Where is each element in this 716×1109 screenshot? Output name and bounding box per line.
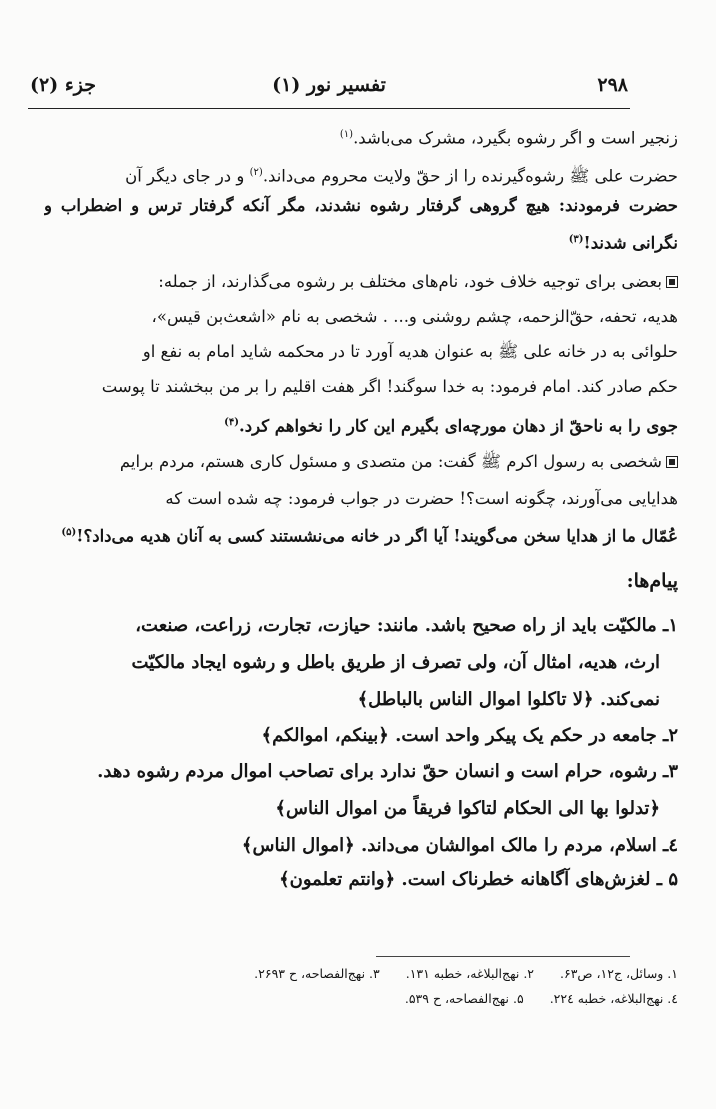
footnote: ۵. نهج‌الفصاحه، ح ۵۳۹. [404,991,524,1006]
message-item: ۵ ـ لغزش‌های آگاهانه خطرناک است. ﴿وانتم تعلمون﴾ [279,869,678,890]
text-line: حلوائی به در خانه علی ﷺ به عنوان هدیه آورد تا در محکمه شاید امام به نفع او [142,342,678,361]
bullet-square-icon [666,276,678,288]
text-line: بعضی برای توجیه خلاف خود، نام‌های مختلف بر رشوه می‌گذارند، از جمله: [158,269,678,295]
message-item: نمی‌کند. ﴿لا تاکلوا اموال الناس بالباطل﴾ [357,689,660,710]
page-number: ۲۹۸ [597,74,628,96]
footnote: ۱. وسائل، ج۱۲، ص۶۳. [560,966,678,981]
bullet-square-icon [666,456,678,468]
footnote-row [383,991,678,1006]
text-line: عُمّال ما از هدایا سخن می‌گویند! آیا اگر در خانه می‌نشستند کسی به آنان هدیه می‌داد؟!$^{(۵)}$ [61,526,678,546]
footnote: ٤. نهج‌البلاغه، خطبه ۲۲٤. [549,991,678,1006]
part-label: جزء (۲) [30,74,96,96]
text-line: حضرت علی ﷺ رشوه‌گیرنده را از حقّ ولایت محروم می‌داند.$^{(۲)}$ و در جای دیگر آن [125,166,678,186]
message-item: ٤ـ اسلام، مردم را مالک اموالشان می‌داند. ﴿اموال الناس﴾ [241,835,678,856]
message-item: ارث، هدیه، امثال آن، ولی تصرف از طریق باطل و رشوه ایجاد مالکیّت [131,652,660,673]
footnote: ۳. نهج‌الفصاحه، ح ۲۶۹۳. [254,966,380,981]
text-line: هدیه، تحفه، حقّ‌الزحمه، چشم روشنی و... . شخصی به نام «اشعث‌بن قیس»، [151,307,678,326]
book-title: تفسیر نور (۱) [272,74,386,96]
footnote-row [232,966,678,981]
message-item: ﴿تدلوا بها الی الحکام لتاکوا فریقاً من اموال الناس﴾ [275,798,660,819]
text-line: شخصی به رسول اکرم ﷺ گفت: من متصدی و مسئول کاری هستم، مردم برایم [120,449,678,475]
text-line: هدایایی می‌آورند، چگونه است؟! حضرت در جواب فرمود: چه شده است که [165,489,678,508]
message-item: ۲ـ جامعه در حکم یک پیکر واحد است. ﴿بینکم، اموالکم﴾ [261,725,678,746]
text-line: جوی را به ناحقّ از دهان مورچه‌ای بگیرم این کار را نخواهم کرد.$^{(۴)}$ [224,416,678,436]
message-item: ۱ـ مالکیّت باید از راه صحیح باشد. مانند: حیازت، تجارت، زراعت، صنعت، [135,615,678,636]
text-line: حضرت فرمودند: هیچ گروهی گرفتار رشوه نشدند، مگر آنکه گرفتار ترس و اضطراب و [44,196,678,215]
message-item: ۳ـ رشوه، حرام است و انسان حقّ ندارد برای تصاحب اموال مردم رشوه دهد. [97,761,678,782]
footnote-rule [376,956,630,957]
text-line: حکم صادر کند. امام فرمود: به خدا سوگند! اگر هفت اقلیم را بر من ببخشند تا پوست [101,377,678,396]
text-line: نگرانی شدند!$^{(۳)}$ [568,233,678,253]
text-line: زنجیر است و اگر رشوه بگیرد، مشرک می‌باشد.$^{(۱)}$ [339,128,678,148]
running-header [30,74,628,104]
footnote: ۲. نهج‌البلاغه، خطبه ۱۳۱. [405,966,535,981]
header-rule [28,108,630,109]
messages-heading: پیام‌ها: [626,570,678,592]
